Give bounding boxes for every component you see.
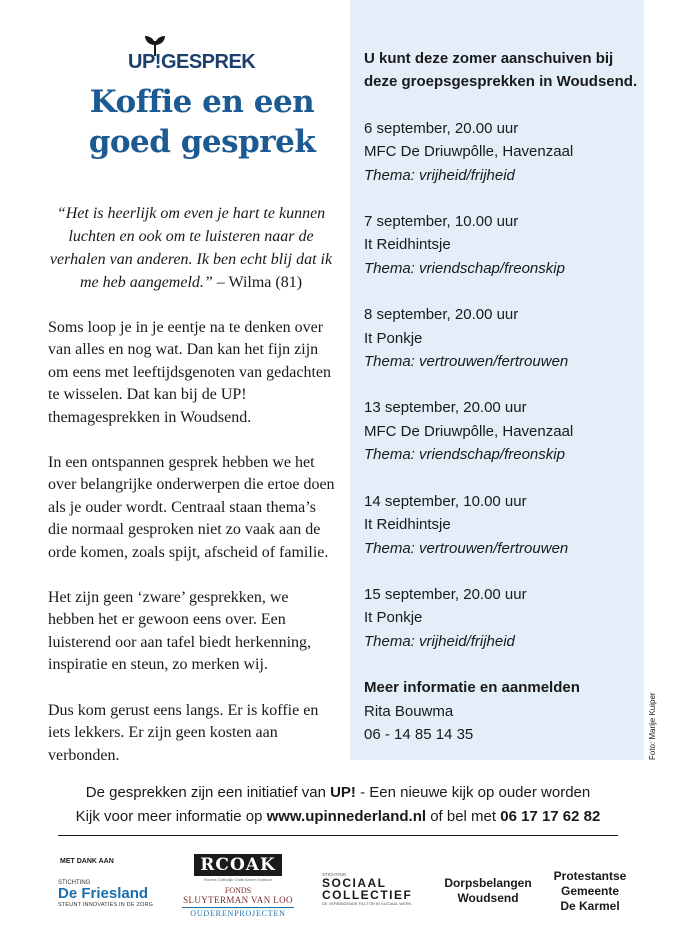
- rcoak-fine-print: Rooms Catholijk Oude Armen Kantoor: [204, 877, 272, 882]
- session-date: 8 september, 20.00 uur: [364, 306, 519, 324]
- fonds-label: FONDS: [224, 886, 252, 895]
- body-paragraph-4: Dus kom gerust eens langs. Er is koffie en iets lekkers. Er zijn geen kosten aan verbonden.: [48, 701, 319, 764]
- sociaal-line-1: SOCIAAL: [322, 876, 387, 890]
- kerk-line-3: De Karmel: [560, 899, 620, 913]
- title-line-2: goed gesprek: [88, 124, 316, 160]
- friesland-stichting: STICHTING: [58, 880, 91, 886]
- sponsor-protestantse-gemeente: [548, 869, 632, 914]
- sociaal-line-2: COLLECTIEF: [322, 888, 413, 902]
- body-paragraph-1: Soms loop je in je eentje na te denken over van alles en nog wat. Dan kan het fijn zijn om eens met leeftijdsgenoten van gedachten te wisselen. Dat kan bij de UP! themagesprekken in Woudsend.: [48, 319, 332, 426]
- footer-line-1: [0, 781, 676, 805]
- session-theme: Thema: vriendschap/freonskip: [364, 259, 565, 277]
- quote-text: “Het is heerlijk om even je hart te kunnen luchten en ook om te luisteren naar de verhalen van anderen. Ik ben echt blij dat ik me heb aangemeld.”: [49, 205, 333, 291]
- more-info-heading: Meer informatie en aanmelden: [364, 679, 580, 697]
- session-theme: Thema: vrijheid/frijheid: [364, 166, 515, 184]
- dorps-line-2: Woudsend: [457, 891, 519, 905]
- session-item: [364, 583, 642, 653]
- page-title: [82, 82, 322, 162]
- photo-credit: Foto: Marije Kuiper: [648, 692, 657, 760]
- session-item: [364, 303, 642, 373]
- session-place: It Ponkje: [364, 329, 423, 347]
- footer-phone: 06 17 17 62 82: [500, 808, 601, 825]
- footer-text: [0, 781, 676, 829]
- session-item: [364, 396, 642, 466]
- contact-name: Rita Bouwma: [364, 702, 454, 720]
- session-date: 15 september, 20.00 uur: [364, 585, 527, 603]
- session-place: MFC De Driuwpôlle, Havenzaal: [364, 143, 574, 161]
- session-item: [364, 490, 642, 560]
- session-theme: Thema: vertrouwen/fertrouwen: [364, 539, 569, 557]
- footer-initiative-text: De gesprekken zijn een initiatief van: [85, 784, 331, 801]
- upgesprek-logo: [128, 35, 256, 73]
- title-line-1: Koffie en een: [89, 84, 315, 120]
- session-date: 14 september, 10.00 uur: [364, 492, 527, 510]
- sponsor-dorpsbelangen: [440, 876, 536, 906]
- website-link[interactable]: www.upinnederland.nl: [266, 808, 427, 825]
- body-text: [48, 317, 338, 790]
- kerk-line-2: Gemeente: [560, 884, 620, 898]
- friesland-tagline: STEUNT INNOVATIES IN DE ZORG: [58, 902, 154, 908]
- footer-call-text: of bel met: [426, 808, 501, 825]
- sponsor-sociaal-collectief-logo: [322, 872, 432, 906]
- testimonial-quote: [46, 202, 336, 294]
- session-place: It Reidhintsje: [364, 236, 451, 254]
- rcoak-badge: RCOAK: [194, 854, 281, 876]
- footer-divider: [58, 835, 618, 836]
- footer-line-2: [0, 805, 676, 829]
- session-place: It Ponkje: [364, 609, 423, 627]
- logo-wordmark: UP!GESPREK: [128, 51, 256, 73]
- footer-tagline: - Een nieuwe kijk op ouder worden: [355, 784, 591, 801]
- friesland-name: De Friesland: [58, 885, 149, 902]
- session-place: It Reidhintsje: [364, 516, 451, 534]
- ouderenprojecten-label: OUDERENPROJECTEN: [182, 907, 294, 918]
- session-date: 7 september, 10.00 uur: [364, 213, 519, 231]
- dorps-line-1: Dorpsbelangen: [444, 876, 532, 890]
- session-theme: Thema: vriendschap/freonskip: [364, 446, 565, 464]
- sponsor-rcoak-logo: [182, 854, 294, 918]
- footer-info-text: Kijk voor meer informatie op: [75, 808, 267, 825]
- schedule-panel: [350, 0, 644, 760]
- kerk-line-1: Protestantse: [553, 869, 627, 883]
- quote-author: – Wilma (81): [212, 274, 303, 291]
- sponsor-de-friesland-logo: [58, 880, 168, 908]
- body-paragraph-2: In een ontspannen gesprek hebben we het over belangrijke onderwerpen die ertoe doen als je ouder wordt. Centraal staan thema’s die normaal gesproken niet zo vaak aan de orde komen, zoals spijt, afscheid of familie.: [48, 454, 335, 561]
- session-date: 13 september, 20.00 uur: [364, 399, 527, 417]
- sluyterman-name: SLUYTERMAN VAN LOO: [183, 895, 293, 905]
- sociaal-stichting: STICHTING: [322, 872, 347, 877]
- contact-phone: 06 - 14 85 14 35: [364, 725, 474, 743]
- session-place: MFC De Driuwpôlle, Havenzaal: [364, 422, 574, 440]
- schedule-intro: U kunt deze zomer aanschuiven bij deze groepsgesprekken in Woudsend.: [364, 50, 638, 91]
- thanks-label: MET DANK AAN: [60, 858, 114, 865]
- session-theme: Thema: vertrouwen/fertrouwen: [364, 353, 569, 371]
- session-item: [364, 210, 642, 280]
- sociaal-tagline: DE VERBINDENDE FACTOR IN SOCIAAL WERK: [322, 901, 412, 906]
- session-item: [364, 117, 642, 187]
- session-date: 6 september, 20.00 uur: [364, 119, 519, 137]
- body-paragraph-3: Het zijn geen ‘zware’ gesprekken, we hebben het er gewoon eens over. Een luisterend oor aan tafel biedt herkenning, inspiratie en steun, zo merken wij.: [48, 589, 312, 674]
- footer-brand: UP!: [330, 784, 356, 801]
- session-theme: Thema: vrijheid/frijheid: [364, 632, 515, 650]
